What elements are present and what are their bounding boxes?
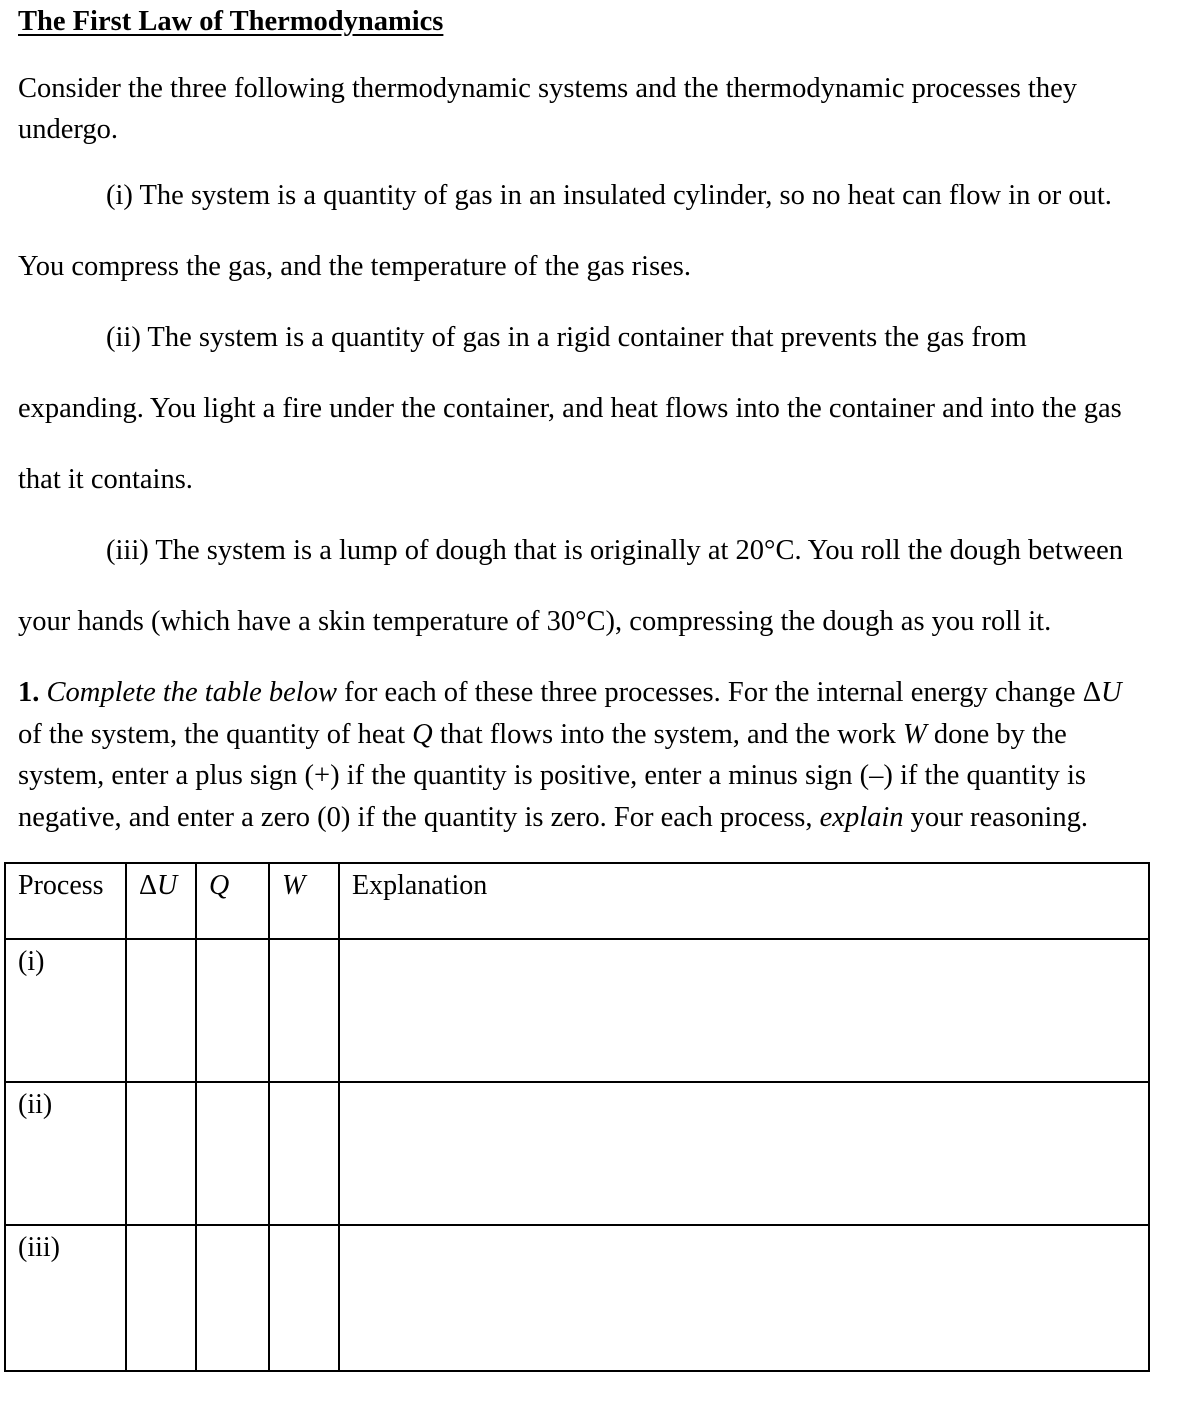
header-q: Q [196, 863, 269, 939]
page-title: The First Law of Thermodynamics [18, 6, 444, 37]
system-iii-line-1: (iii) The system is a lump of dough that is originally at 20°C. You roll the dough between [106, 535, 1123, 566]
question-line-2-b: that flows into the system, and the work [432, 719, 903, 750]
header-w: W [269, 863, 339, 939]
explain-word: explain [819, 802, 904, 833]
q-cell[interactable] [196, 939, 269, 1082]
question-line-1 [18, 672, 1122, 714]
intro-line-2: undergo. [18, 114, 119, 145]
question-instruction: Complete the table below [46, 677, 337, 708]
header-delta-var: U [157, 870, 178, 901]
header-delta-symbol: Δ [139, 870, 158, 901]
question-line-1-text: for each of these three processes. For the internal energy change Δ [344, 677, 1102, 708]
w-cell[interactable] [269, 1082, 339, 1225]
delta-u-cell[interactable] [126, 1082, 196, 1225]
explanation-cell[interactable] [339, 1225, 1149, 1371]
system-i-line-2: You compress the gas, and the temperature of the gas rises. [18, 251, 692, 282]
header-delta-u [126, 863, 196, 939]
q-cell[interactable] [196, 1225, 269, 1371]
row-process-label: (i) [5, 939, 126, 1082]
explanation-cell[interactable] [339, 1082, 1149, 1225]
table-row [5, 1225, 1149, 1371]
var-w: W [902, 719, 927, 750]
answer-table [4, 862, 1150, 1372]
row-process-label: (ii) [5, 1082, 126, 1225]
system-ii-line-2: expanding. You light a fire under the container, and heat flows into the container and into the gas [18, 393, 1122, 424]
system-i-line-1: (i) The system is a quantity of gas in an insulated cylinder, so no heat can flow in or out. [106, 180, 1112, 211]
w-cell[interactable] [269, 1225, 339, 1371]
question-line-3: system, enter a plus sign (+) if the quantity is positive, enter a minus sign (–) if the quantity is [18, 760, 1087, 791]
header-explanation: Explanation [339, 863, 1149, 939]
delta-u-cell[interactable] [126, 1225, 196, 1371]
question-line-2-c: done by the [926, 719, 1067, 750]
intro-line-1: Consider the three following thermodynamic systems and the thermodynamic processes they [18, 73, 1077, 104]
question-line-4-b: your reasoning. [903, 802, 1088, 833]
question-line-4-a: negative, and enter a zero (0) if the quantity is zero. For each process, [18, 802, 820, 833]
system-ii-line-3: that it contains. [18, 464, 193, 495]
question-line-2-a: of the system, the quantity of heat [18, 719, 413, 750]
table-header-row [5, 863, 1149, 939]
explanation-cell[interactable] [339, 939, 1149, 1082]
var-q: Q [412, 719, 433, 750]
var-u: U [1101, 677, 1122, 708]
system-iii-line-2: your hands (which have a skin temperature of 30°C), compressing the dough as you roll it. [18, 606, 1052, 637]
table-row [5, 939, 1149, 1082]
row-process-label: (iii) [5, 1225, 126, 1371]
question-line-2 [18, 714, 1067, 756]
delta-u-cell[interactable] [126, 939, 196, 1082]
q-cell[interactable] [196, 1082, 269, 1225]
w-cell[interactable] [269, 939, 339, 1082]
system-ii-line-1: (ii) The system is a quantity of gas in a rigid container that prevents the gas from [106, 322, 1027, 353]
question-number: 1. [18, 677, 40, 708]
question-line-4 [18, 797, 1088, 839]
table-row [5, 1082, 1149, 1225]
header-process: Process [5, 863, 126, 939]
